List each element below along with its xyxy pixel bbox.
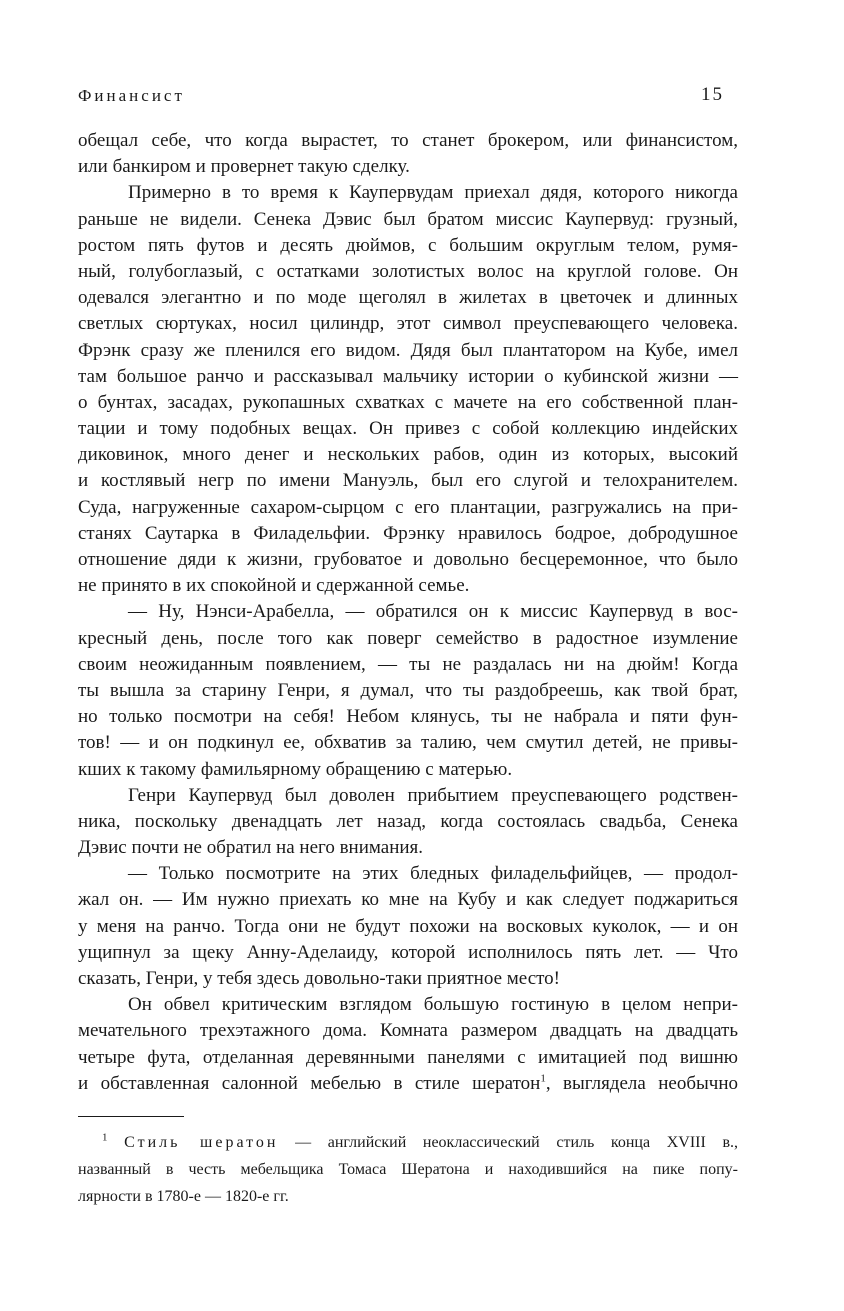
text-line: кших к такому фамильярному обращению с матерью.	[78, 758, 513, 780]
text-line: ный, голубоглазый, с остатками золотистых волос на круглой голове. Он	[78, 260, 738, 282]
text-line: раньше не видели. Сенека Дэвис был братом миссис Каупервуд: грузный,	[78, 208, 738, 230]
footnote-divider	[78, 1116, 184, 1117]
text-line: но только посмотри на себя! Небом клянусь, ты не набрала и пяти фун-	[78, 706, 738, 728]
text-line: мечательного трехэтажного дома. Комната размером двадцать на двадцать	[78, 1020, 738, 1042]
text-line: жал он. — Им нужно приехать ко мне на Кубу и как следует поджариться	[78, 889, 738, 911]
text-line: диковинок, много денег и нескольких рабов, один из которых, высокий	[78, 444, 738, 466]
text-line: ростом пять футов и десять дюймов, с большим округлым телом, румя-	[78, 234, 738, 256]
text-line: сказать, Генри, у тебя здесь довольно-таки приятное место!	[78, 968, 561, 989]
footnote-line: лярности в 1780-е — 1820-е гг.	[78, 1188, 289, 1205]
text-line: или банкиром и провернет такую сделку.	[78, 156, 410, 178]
text-line: ущипнул за щеку Анну-Аделаиду, которой исполнилось пять лет. — Что	[78, 941, 738, 963]
text-line: Примерно в то время к Каупервудам приехал дядя, которого никогда	[128, 182, 738, 204]
text-fragment: и обставленная салонной мебелью в стиле шератон	[78, 1072, 541, 1094]
text-line: ты вышла за старину Генри, я думал, что ты раздобреешь, как твой брат,	[78, 679, 738, 701]
footnote-reference: 1	[540, 1072, 546, 1085]
text-line: Генри Каупервуд был доволен прибытием преуспевающего родствен-	[128, 784, 738, 806]
body-text	[78, 128, 738, 1097]
text-line: — Только посмотрите на этих бледных филадельфийцев, — продол-	[128, 863, 738, 885]
text-line: тации и тому подобных вещах. Он привез с собой коллекцию индейских	[78, 418, 738, 440]
text-line: тов! — и он подкинул ее, обхватив за талию, чем смутил детей, не привы-	[78, 732, 738, 754]
text-fragment: , выглядела необычно	[545, 1072, 738, 1094]
text-line: — Ну, Нэнси-Арабелла, — обратился он к миссис Каупервуд в вос-	[128, 601, 738, 623]
page-number: 15	[701, 84, 724, 105]
text-line: светлых сюртуках, носил цилиндр, этот символ преуспевающего человека.	[78, 313, 738, 335]
text-line: четыре фута, отделанная деревянными панелями с имитацией под вишню	[78, 1046, 738, 1068]
text-line: кресный день, после того как поверг семейство в радостное изумление	[78, 627, 738, 649]
footnote	[78, 1129, 738, 1210]
footnote-line	[78, 1129, 738, 1156]
text-line	[78, 1071, 738, 1097]
text-line: у меня на ранчо. Тогда они не будут похожи на восковых куколок, — и он	[78, 915, 738, 937]
text-line: не принято в их спокойной и сдержанной семье.	[78, 575, 470, 597]
footnote-text: — английский неоклассический стиль конца XVIII в.,	[278, 1134, 738, 1151]
text-line: станях Саутарка в Филадельфии. Фрэнку нравилось бодрое, добродушное	[78, 522, 738, 544]
text-line: обещал себе, что когда вырастет, то станет брокером, или финансистом,	[78, 130, 738, 151]
text-line: своим неожиданным появлением, — ты не раздалась ни на дюйм! Когда	[78, 653, 738, 675]
footnote-marker: 1	[102, 1131, 108, 1144]
text-line: о бунтах, засадах, рукопашных схватках с мачете на его собственной план-	[78, 391, 738, 413]
footnote-term: Стиль шератон	[124, 1134, 279, 1151]
text-line: Дэвис почти не обратил на него внимания.	[78, 837, 424, 859]
text-line: Фрэнк сразу же пленился его видом. Дядя был плантатором на Кубе, имел	[78, 339, 738, 361]
text-line: отношение дяди к жизни, грубоватое и довольно бесцеремонное, что было	[78, 549, 738, 570]
text-line: и костлявый негр по имени Мануэль, был его слугой и телохранителем.	[78, 470, 738, 492]
running-head: Финансист	[78, 86, 185, 105]
text-line: Суда, нагруженные сахаром-сырцом с его плантации, разгружались на при-	[78, 496, 738, 518]
text-line: там большое ранчо и рассказывал мальчику истории о кубинской жизни —	[78, 365, 738, 387]
footnote-line: названный в честь мебельщика Томаса Шератона и находившийся на пике попу-	[78, 1161, 738, 1178]
text-line: Он обвел критическим взглядом большую гостиную в целом непри-	[128, 994, 738, 1016]
text-line: одевался элегантно и по моде щеголял в жилетах в цветочек и длинных	[78, 287, 738, 309]
text-line: ника, поскольку двенадцать лет назад, когда состоялась свадьба, Сенека	[78, 810, 738, 832]
